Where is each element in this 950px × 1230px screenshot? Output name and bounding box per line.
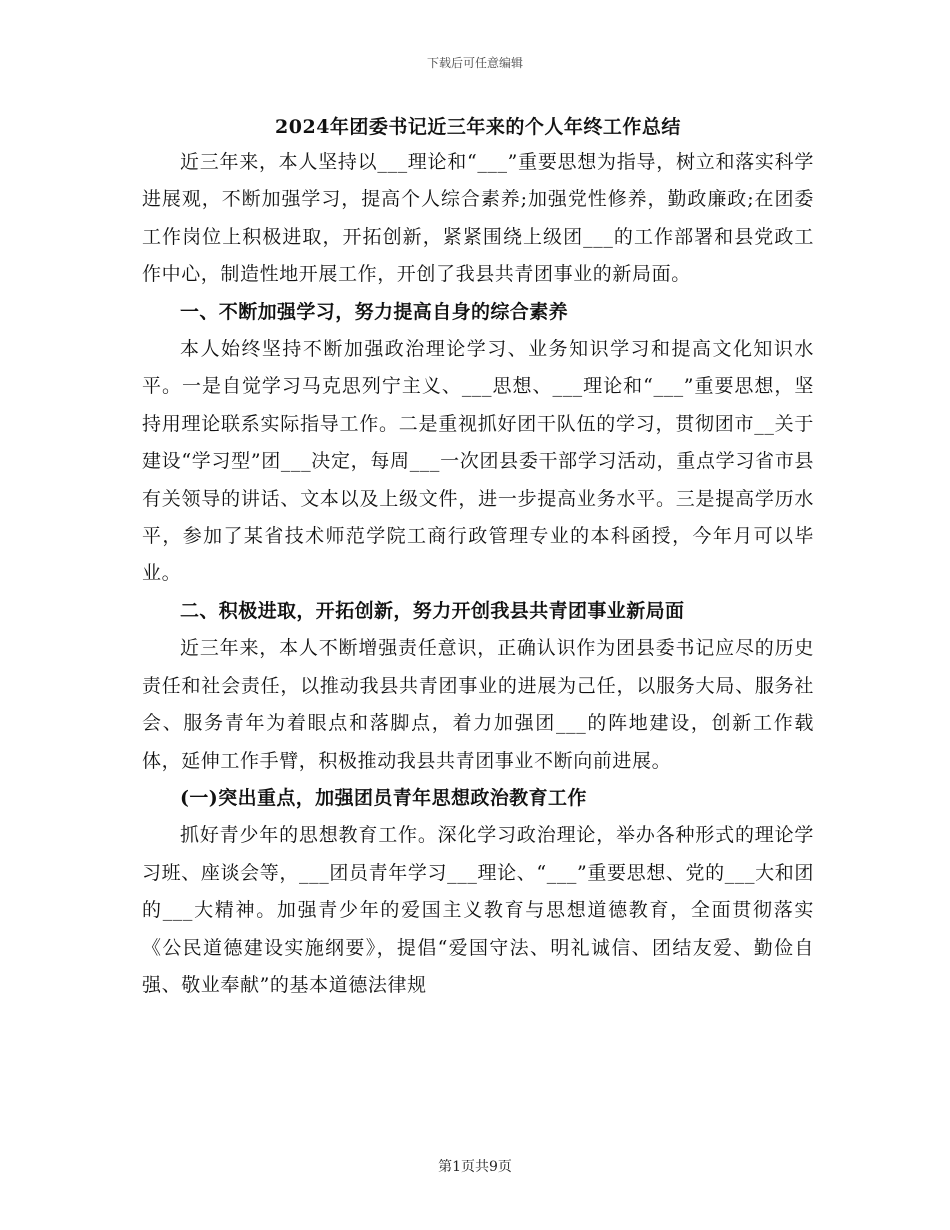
- section-heading-2: 二、积极进取，开拓创新，努力开创我县共青团事业新局面: [180, 599, 685, 622]
- document-body: [142, 110, 814, 1004]
- intro-paragraph: 近三年来，本人坚持以___理论和“___”重要思想为指导，树立和落实科学进展观，不断加强学习，提高个人综合素养;加强党性修养，勤政廉政;在团委工作岗位上积极进取，开拓创新，紧紧围绕上级团___的工作部署和县党政工作中心，制造性地开展工作，开创了我县共青团事业的新局面。: [142, 151, 814, 286]
- section-heading-1: 一、不断加强学习，努力提高自身的综合素养: [180, 300, 569, 323]
- page-header: 下载后可任意编辑: [426, 56, 523, 70]
- page-footer: 第1页共9页: [438, 1159, 512, 1175]
- subsection-1-paragraph: 抓好青少年的思想教育工作。深化学习政治理论，举办各种形式的理论学习班、座谈会等，___团员青年学习___理论、“___”重要思想、党的___大和团的___大精神。加强青少年的爱国主义教育与思想道德教育，全面贯彻落实《公民道德建设实施纲要》，提倡“爱国守法、明礼诚信、团结友爱、勤俭自强、敬业奉献”的基本道德法律规: [142, 824, 814, 996]
- document-title: 2024年团委书记近三年来的个人年终工作总结: [275, 116, 681, 138]
- subsection-heading-1: (一)突出重点，加强团员青年思想政治教育工作: [180, 786, 587, 809]
- section-1-paragraph: 本人始终坚持不断加强政治理论学习、业务知识学习和提高文化知识水平。一是自觉学习马克思列宁主义、___思想、___理论和“___”重要思想，坚持用理论联系实际指导工作。二是重视抓好团干队伍的学习，贯彻团市__关于建设“学习型”团___决定，每周___一次团县委干部学习活动，重点学习省市县有关领导的讲话、文本以及上级文件，进一步提高业务水平。三是提高学历水平，参加了某省技术师范学院工商行政管理专业的本科函授，今年月可以毕业。: [142, 338, 814, 585]
- section-2-paragraph: 近三年来，本人不断增强责任意识，正确认识作为团县委书记应尽的历史责任和社会责任，以推动我县共青团事业的进展为己任，以服务大局、服务社会、服务青年为着眼点和落脚点，着力加强团___的阵地建设，创新工作载体，延伸工作手臂，积极推动我县共青团事业不断向前进展。: [142, 637, 814, 772]
